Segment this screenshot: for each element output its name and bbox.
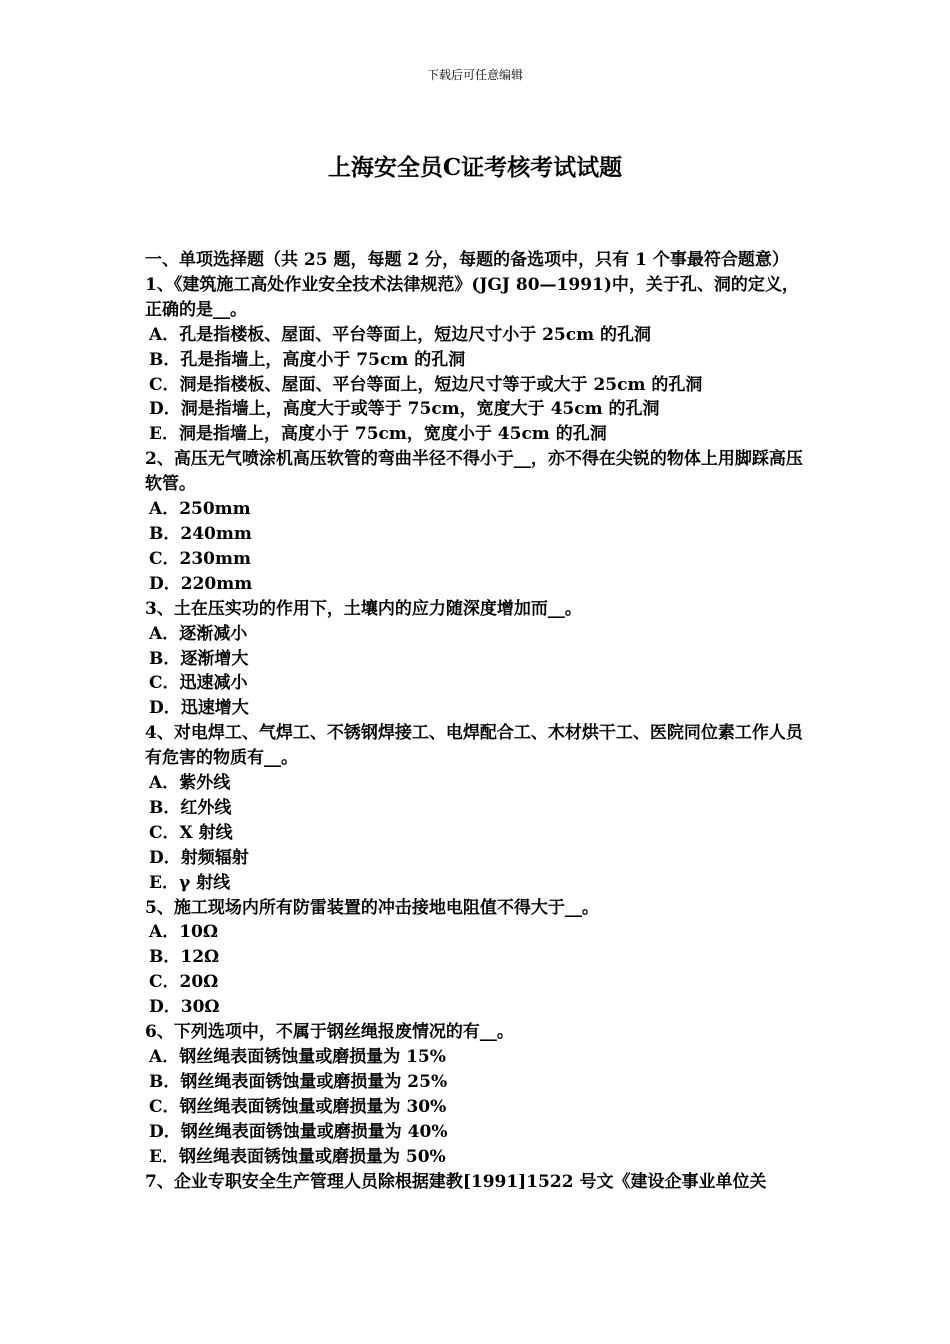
- answer-option: A．钢丝绳表面锈蚀量或磨损量为 15%: [149, 1047, 446, 1067]
- answer-option: B．12Ω: [149, 947, 220, 968]
- question-block: [145, 597, 810, 722]
- answer-option: B．钢丝绳表面锈蚀量或磨损量为 25%: [149, 1071, 448, 1092]
- answer-option: C．20Ω: [149, 972, 219, 993]
- answer-option: E．γ 射线: [149, 872, 231, 893]
- answer-option: D．射频辐射: [149, 847, 249, 868]
- answer-option: E．洞是指墙上，高度小于 75cm，宽度小于 45cm 的孔洞: [149, 424, 607, 445]
- question-block: [145, 721, 810, 895]
- question-text: 6、下列选项中，不属于钢丝绳报废情况的有__。: [145, 1022, 514, 1043]
- answer-option: A．紫外线: [149, 773, 231, 794]
- answer-option: B．逐渐增大: [149, 648, 249, 669]
- section-heading: 一、单项选择题（共 25 题，每题 2 分，每题的备选项中，只有 1 个事最符合题意）: [145, 250, 789, 270]
- question-list: [145, 273, 810, 1195]
- answer-option: E．钢丝绳表面锈蚀量或磨损量为 50%: [149, 1146, 446, 1167]
- answer-option: B．240mm: [149, 523, 252, 544]
- answer-option: C．迅速减小: [149, 673, 248, 694]
- question-block: [145, 273, 810, 447]
- answer-option: A．孔是指楼板、屋面、平台等面上，短边尺寸小于 25cm 的孔洞: [149, 324, 652, 345]
- answer-option: C．X 射线: [149, 822, 233, 843]
- question-text: 3、土在压实功的作用下，土壤内的应力随深度增加而__。: [145, 598, 582, 619]
- answer-option: D．洞是指墙上，高度大于或等于 75cm，宽度大于 45cm 的孔洞: [149, 399, 660, 420]
- answer-option: D．220mm: [149, 573, 253, 594]
- answer-option: A．10Ω: [149, 922, 218, 943]
- document-body: [145, 248, 810, 1194]
- answer-option: B．孔是指墙上，高度小于 75cm 的孔洞: [149, 349, 466, 370]
- question-text: 2、高压无气喷涂机高压软管的弯曲半径不得小于__，亦不得在尖锐的物体上用脚踩高压软管。: [145, 449, 803, 495]
- answer-option: D．30Ω: [149, 997, 220, 1018]
- answer-option: D．迅速增大: [149, 698, 249, 719]
- question-block: [145, 447, 810, 596]
- header-note: 下载后可任意编辑: [426, 68, 523, 82]
- answer-option: C．230mm: [149, 548, 251, 569]
- answer-option: D．钢丝绳表面锈蚀量或磨损量为 40%: [149, 1121, 448, 1142]
- question-block: [145, 896, 810, 1021]
- answer-option: A．250mm: [149, 499, 251, 520]
- answer-option: C．洞是指楼板、屋面、平台等面上，短边尺寸等于或大于 25cm 的孔洞: [149, 374, 703, 395]
- question-block: [145, 1020, 810, 1169]
- document-title: 上海安全员C证考核考试试题: [327, 154, 623, 181]
- question-text: 4、对电焊工、气焊工、不锈钢焊接工、电焊配合工、木材烘干工、医院同位素工作人员有危害的物质有__。: [145, 723, 803, 769]
- answer-option: B．红外线: [149, 797, 232, 818]
- question-block: [145, 1170, 810, 1195]
- question-text: 1、《建筑施工高处作业安全技术法律规范》(JGJ 80—1991)中，关于孔、洞的定义，正确的是__。: [145, 274, 799, 320]
- question-text: 5、施工现场内所有防雷装置的冲击接地电阻值不得大于__。: [145, 897, 599, 918]
- question-text: 7、企业专职安全生产管理人员除根据建教[1991]1522 号文《建设企事业单位关: [145, 1171, 767, 1192]
- answer-option: A．逐渐减小: [149, 623, 248, 644]
- answer-option: C．钢丝绳表面锈蚀量或磨损量为 30%: [149, 1096, 447, 1117]
